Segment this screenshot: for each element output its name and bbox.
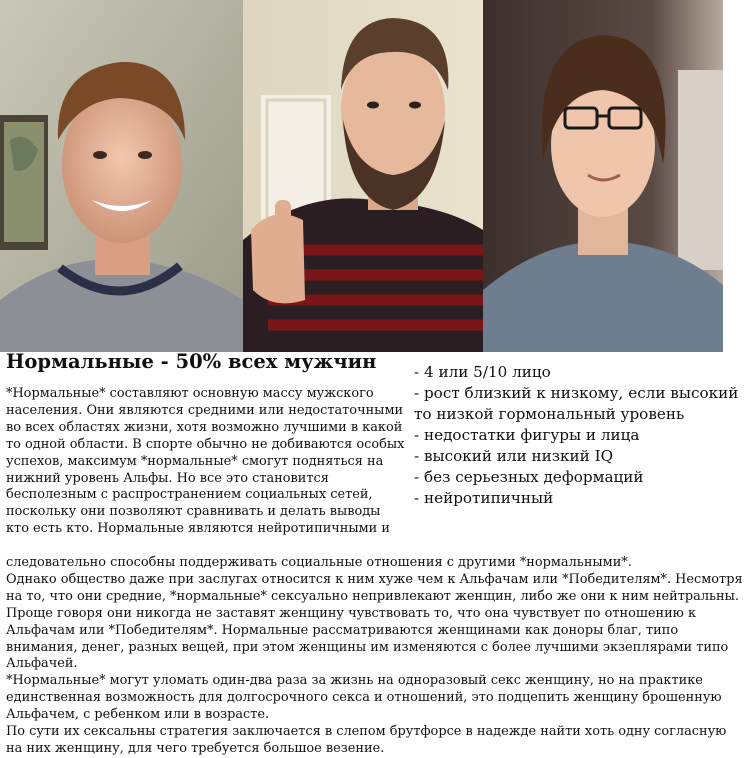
trait-item: - нейротипичный (414, 489, 554, 507)
trait-item: - рост близкий к низкому, если высокий то низкой гормональный уровень (414, 384, 739, 423)
page-title: Нормальные - 50% всех мужчин (6, 350, 377, 373)
traits-list (414, 362, 744, 509)
paragraph: следовательно способны поддерживать социальные отношения с другими *нормальными*. (6, 555, 632, 570)
paragraph: Проще говоря они никогда не заставят женщину чувствовать то, что она чувствует по отношению к Альфачам или *Победителям*. Нормальные рассматриваются женщинами как доноры благ, типо внимания, денег, разных вещей, при этом женщины им изменяются с более лучшими экзеплярами типо Альфачей. (6, 605, 729, 672)
photo-strip (0, 0, 747, 352)
paragraph: Однако общество даже при заслугах относится к ним хуже чем к Альфачам или *Победителям*. Несмотря на то, что они средние, *нормальные* сексуально непривлекают женщин, либо же они к ним нейтральны. (6, 571, 743, 604)
photo-bearded-man-thumbs-up (243, 0, 483, 352)
paragraph: *Нормальные* составляют основную массу мужского населения. Они являются средними или недостаточными во всех областях жизни, хотя возможно лучшими в какой то одной области. В спорте обычно не добиваются особых успехов, максимум *нормальные* смогут подняться на нижний уровень Альфы. Но все это становится бесполезным с распространением социальных сетей, поскольку они позволяют сравнивать и делать выводы кто есть кто. Нормальные являются нейротипичными и (6, 386, 405, 537)
trait-item: - высокий или низкий IQ (414, 447, 614, 465)
trait-item: - недостатки фигуры и лица (414, 426, 640, 444)
photo-young-man-glasses (483, 0, 723, 352)
paragraph: По сути их сексальны стратегия заключается в слепом брутфорсе в надежде найти хоть одну согласную на них женщину, для чего требуется большое везение. (6, 724, 727, 756)
description-body (6, 555, 744, 758)
right-margin (723, 0, 747, 352)
trait-item: - без серьезных деформаций (414, 468, 644, 486)
trait-item: - 4 или 5/10 лицо (414, 363, 551, 381)
description-intro (6, 386, 406, 538)
photo-young-man-smiling (0, 0, 243, 352)
paragraph: *Нормальные* могут уломать один-два раза за жизнь на одноразовый секс женщину, но на практике единственная возможность для долгосрочного секса и отношений, это подцепить женщину брошенную Альфачем, с ребенком или в возрасте. (6, 673, 722, 723)
